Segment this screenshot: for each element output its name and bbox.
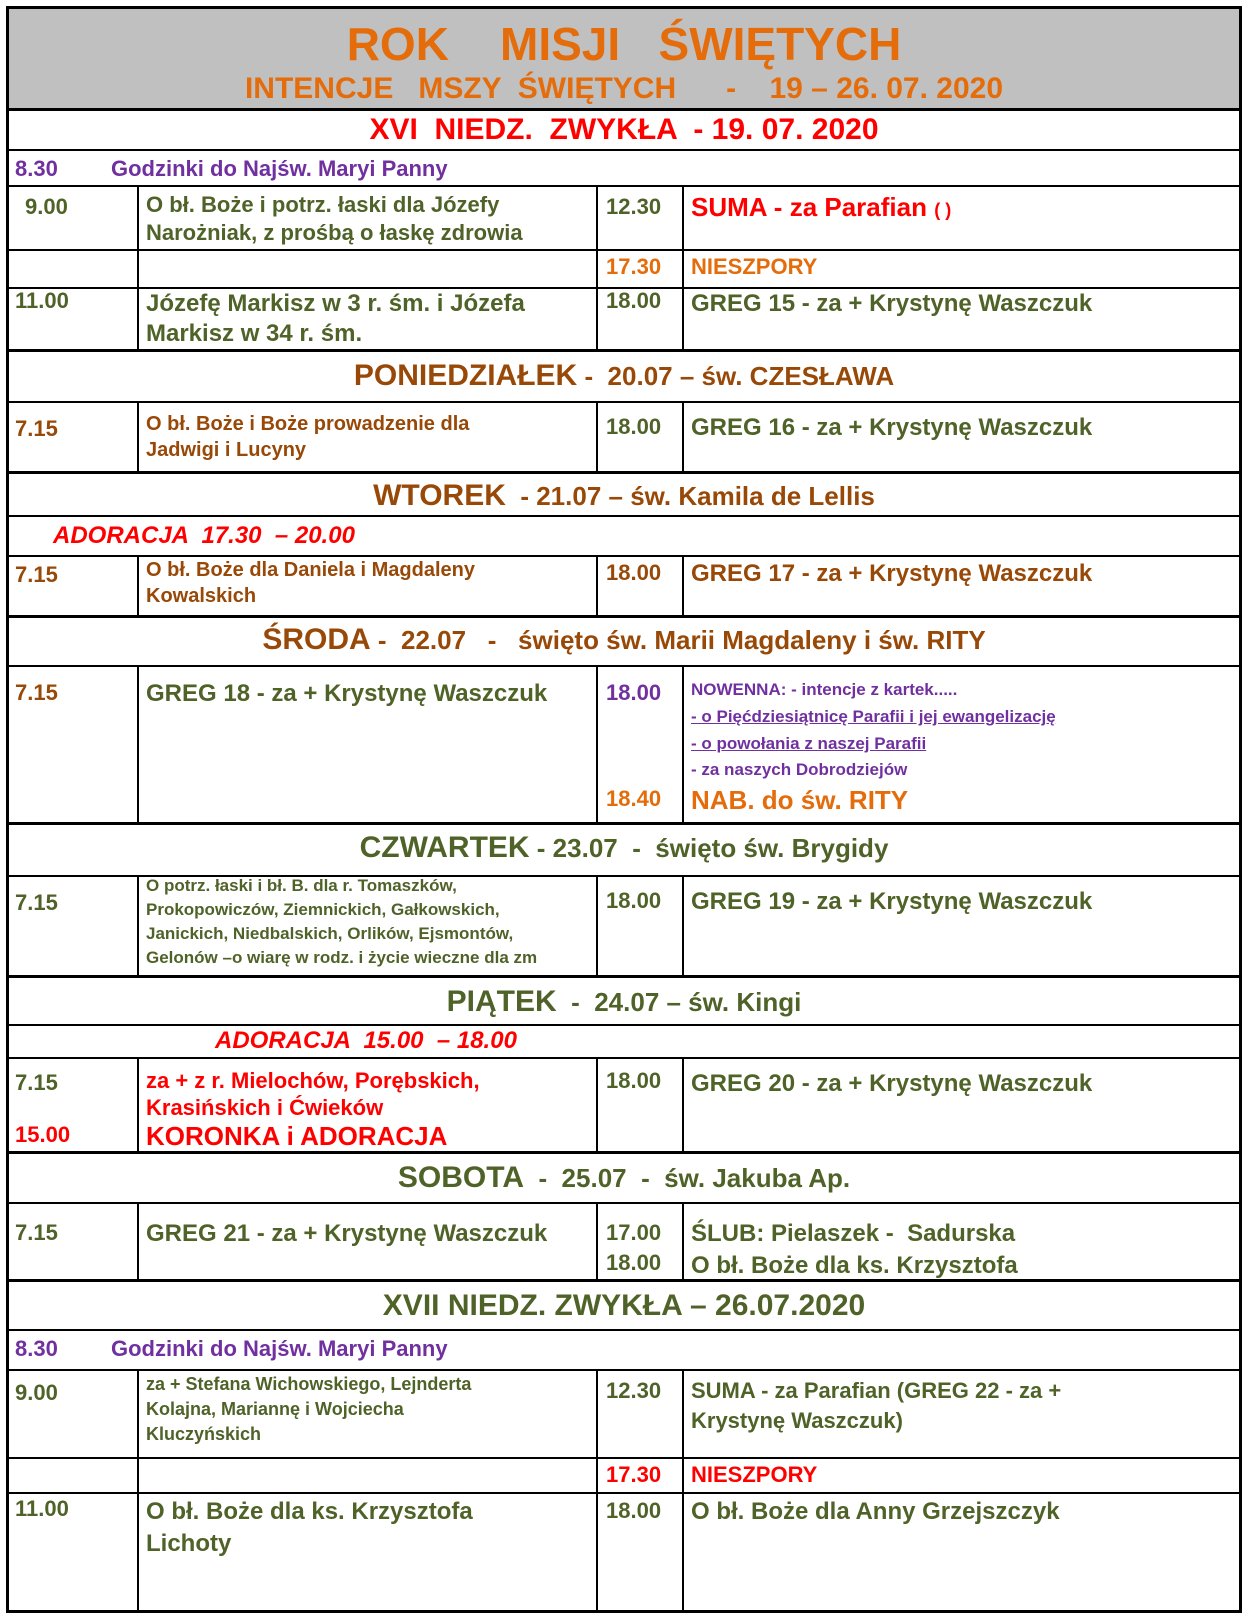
rule (9, 515, 1239, 517)
time-cell: 9.00 (25, 194, 68, 219)
time-cell: 17.00 (606, 1220, 662, 1245)
intention-cell: Kowalskich (146, 585, 257, 607)
time-cell: 12.30 (606, 194, 662, 219)
intention-cell: GREG 19 - za + Krystynę Waszczuk (691, 888, 1093, 915)
intention-cell: NIESZPORY (691, 1462, 818, 1487)
intention-cell: Narożniak, z prośbą o łaskę zdrowia (146, 220, 523, 245)
intention-cell: Janickich, Niedbalskich, Orlików, Ejsmontów, (146, 924, 514, 943)
col-rule (596, 185, 598, 349)
intention-cell: KORONKA i ADORACJA (146, 1121, 448, 1151)
time-cell: 18.00 (606, 680, 662, 705)
rule (9, 108, 1239, 111)
col-rule (596, 555, 598, 615)
intention-cell: O bł. Boże dla ks. Krzysztofa (146, 1498, 473, 1525)
day-heading-wednesday (9, 623, 1239, 656)
day-heading-monday (9, 359, 1239, 392)
intention-cell: za + Stefana Wichowskiego, Lejnderta (146, 1374, 472, 1394)
day-heading-saturday (9, 1161, 1239, 1194)
intention-cell: Krasińskich i Ćwieków (146, 1095, 384, 1120)
time-cell: 8.30 (15, 1336, 58, 1361)
rule (9, 665, 1239, 667)
col-rule (682, 875, 684, 975)
time-cell: 7.15 (15, 562, 58, 587)
time-cell: 11.00 (15, 288, 69, 313)
adoration-note: ADORACJA 15.00 – 18.00 (215, 1027, 517, 1054)
intention-cell: Lichoty (146, 1530, 232, 1557)
day-details: - 25.07 - św. Jakuba Ap. (524, 1163, 851, 1193)
page-subtitle: INTENCJE MSZY ŚWIĘTYCH - 19 – 26. 07. 2020 (244, 72, 1004, 105)
col-rule (137, 1057, 139, 1151)
time-cell: 17.30 (606, 254, 662, 279)
intention-cell: za + z r. Mielochów, Porębskich, (146, 1068, 480, 1093)
day-name: SOBOTA (397, 1161, 524, 1194)
intention-cell: Godzinki do Najśw. Maryi Panny (111, 1336, 448, 1361)
day-name: PIĄTEK (446, 985, 557, 1018)
time-cell: 7.15 (15, 416, 58, 441)
schedule-sheet (6, 6, 1242, 1613)
intention-cell: Prokopowiczów, Ziemnickich, Gałkowskich, (146, 900, 500, 919)
novena-line: - za naszych Dobrodziejów (691, 760, 908, 779)
col-rule (682, 401, 684, 471)
time-cell: 7.15 (15, 680, 58, 705)
time-cell: 12.30 (606, 1378, 662, 1403)
day-name: WTOREK (373, 479, 506, 512)
col-rule (596, 401, 598, 471)
intention-note: ( ) (934, 200, 952, 220)
rule (9, 349, 1239, 352)
day-details: - 22.07 - święto św. Marii Magdaleny i św. RITY (370, 625, 986, 655)
novena-line: - o Pięćdziesiątnicę Parafii i jej ewangelizację (691, 707, 1056, 726)
rule (9, 149, 1239, 151)
intention-cell (691, 193, 951, 222)
rule (9, 975, 1239, 978)
time-cell: 18.00 (606, 888, 662, 913)
rule (9, 822, 1239, 825)
intention-cell: GREG 21 - za + Krystynę Waszczuk (146, 1220, 548, 1247)
intention-cell: O bł. Boże i Boże prowadzenie dla (146, 413, 470, 435)
day-details: - 20.07 – św. CZESŁAWA (577, 361, 895, 391)
page-title: ROK MISJI ŚWIĘTYCH (346, 18, 902, 70)
day-heading-friday (9, 985, 1239, 1018)
rule (9, 1457, 1239, 1459)
day-name: PONIEDZIAŁEK (353, 359, 578, 392)
col-rule (137, 555, 139, 615)
col-rule (682, 1202, 684, 1279)
col-rule (137, 185, 139, 349)
col-rule (596, 1057, 598, 1151)
intention-cell: Krystynę Waszczuk) (691, 1408, 903, 1433)
time-cell: 8.30 (15, 156, 58, 181)
day-name: ŚRODA (262, 623, 371, 656)
day-details: - 23.07 - święto św. Brygidy (529, 833, 889, 863)
intention-cell: GREG 16 - za + Krystynę Waszczuk (691, 414, 1093, 441)
rule (9, 1024, 1239, 1026)
intention-cell: Godzinki do Najśw. Maryi Panny (111, 156, 448, 181)
intention-cell: ŚLUB: Pielaszek - Sadurska (691, 1220, 1016, 1247)
time-cell: 18.40 (606, 786, 662, 811)
time-cell: 11.00 (15, 1496, 69, 1521)
time-cell: 18.00 (606, 1068, 662, 1093)
intention-cell: O potrz. łaski i bł. B. dla r. Tomaszków, (146, 876, 457, 895)
col-rule (137, 1202, 139, 1279)
time-cell: 18.00 (606, 560, 662, 585)
intention-cell: Jadwigi i Lucyny (146, 439, 307, 461)
rule (9, 1057, 1239, 1059)
rule (9, 1202, 1239, 1204)
rule (9, 185, 1239, 187)
time-cell: 17.30 (606, 1462, 662, 1487)
intention-text: SUMA - za Parafian (691, 192, 927, 222)
intention-cell: SUMA - za Parafian (GREG 22 - za + (691, 1378, 1062, 1403)
intention-cell: O bł. Boże dla Anny Grzejszczyk (691, 1498, 1060, 1525)
intention-cell: NIESZPORY (691, 254, 818, 279)
day-heading-thursday (9, 831, 1239, 864)
col-rule (682, 1057, 684, 1151)
day-details: - 21.07 – św. Kamila de Lellis (505, 481, 875, 511)
intention-cell: Józefę Markisz w 3 r. śm. i Józefa (146, 290, 525, 317)
col-rule (682, 555, 684, 615)
intention-cell: O bł. Boże dla Daniela i Magdaleny (146, 559, 475, 581)
intention-cell: GREG 20 - za + Krystynę Waszczuk (691, 1070, 1093, 1097)
col-rule (596, 1202, 598, 1279)
rule (9, 401, 1239, 403)
rule (9, 555, 1239, 557)
day-heading-sunday2: XVII NIEDZ. ZWYKŁA – 26.07.2020 (382, 1289, 866, 1322)
novena-line: - o powołania z naszej Parafii (691, 734, 927, 753)
intention-cell: GREG 15 - za + Krystynę Waszczuk (691, 290, 1093, 317)
col-rule (596, 1369, 598, 1613)
day-heading-sunday1: XVI NIEDZ. ZWYKŁA - 19. 07. 2020 (369, 113, 879, 146)
col-rule (596, 875, 598, 975)
rule (9, 615, 1239, 618)
intention-cell: Markisz w 34 r. śm. (146, 320, 363, 347)
time-cell: 9.00 (15, 1380, 58, 1405)
time-cell: 7.15 (15, 1220, 58, 1245)
time-cell: 7.15 (15, 890, 58, 915)
rule (9, 1492, 1239, 1494)
rule (9, 1329, 1239, 1331)
rule (9, 1279, 1239, 1282)
intention-cell: Kluczyńskich (146, 1424, 262, 1444)
intention-cell: O bł. Boże i potrz. łaski dla Józefy (146, 192, 500, 217)
intention-cell: Kolajna, Mariannę i Wojciecha (146, 1399, 404, 1419)
time-cell: 18.00 (606, 288, 662, 313)
col-rule (137, 875, 139, 975)
adoration-note: ADORACJA 17.30 – 20.00 (53, 522, 355, 549)
rule (9, 249, 1239, 251)
intention-cell: Gelonów –o wiarę w rodz. i życie wieczne dla zm (146, 948, 538, 967)
col-rule (682, 665, 684, 822)
intention-cell: GREG 18 - za + Krystynę Waszczuk (146, 680, 548, 707)
col-rule (137, 665, 139, 822)
time-cell: 15.00 (15, 1122, 71, 1147)
time-cell: 18.00 (606, 1498, 662, 1523)
col-rule (137, 401, 139, 471)
intention-cell: GREG 17 - za + Krystynę Waszczuk (691, 560, 1093, 587)
rule (9, 1369, 1239, 1371)
col-rule (682, 185, 684, 349)
day-heading-tuesday (9, 479, 1239, 512)
col-rule (682, 1369, 684, 1613)
day-details: - 24.07 – św. Kingi (556, 987, 802, 1017)
col-rule (596, 665, 598, 822)
time-cell: 18.00 (606, 1250, 662, 1275)
time-cell: 18.00 (606, 414, 662, 439)
day-name: CZWARTEK (359, 831, 530, 864)
rule (9, 1151, 1239, 1154)
col-rule (137, 1369, 139, 1613)
rule (9, 471, 1239, 474)
intention-cell: O bł. Boże dla ks. Krzysztofa (691, 1252, 1018, 1279)
novena-line: NOWENNA: - intencje z kartek..... (691, 680, 958, 699)
intention-cell: NAB. do św. RITY (691, 785, 909, 815)
time-cell: 7.15 (15, 1070, 58, 1095)
